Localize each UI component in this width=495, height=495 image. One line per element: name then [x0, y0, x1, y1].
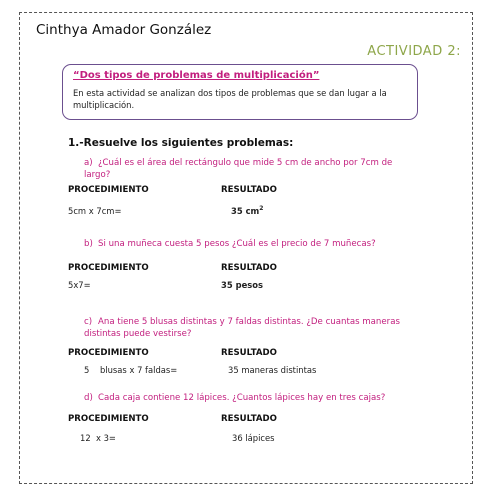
procedure-header-b: PROCEDIMIENTO	[68, 263, 149, 273]
question-c	[84, 316, 424, 340]
question-d	[84, 392, 414, 404]
result-c: 35 maneras distintas	[228, 365, 317, 375]
procedure-c: 5 blusas x 7 faldas=	[84, 365, 178, 375]
result-a-text: 35 cm	[231, 205, 260, 216]
result-header-c: RESULTADO	[221, 348, 277, 358]
result-a	[231, 205, 263, 216]
intro-title: “Dos tipos de problemas de multiplicación”	[73, 70, 320, 81]
question-text: Si una muñeca cuesta 5 pesos ¿Cuál es el precio de 7 muñecas?	[98, 239, 376, 249]
procedure-a: 5cm x 7cm=	[68, 206, 122, 216]
procedure-b: 5x7=	[68, 280, 91, 290]
result-header-a: RESULTADO	[221, 185, 277, 195]
author-name: Cinthya Amador González	[36, 22, 212, 38]
result-b: 35 pesos	[221, 280, 263, 290]
result-header-d: RESULTADO	[221, 414, 277, 424]
result-d: 36 lápices	[232, 433, 275, 443]
question-text: Cada caja contiene 12 lápices. ¿Cuantos lápices hay en tres cajas?	[98, 393, 386, 403]
procedure-header-a: PROCEDIMIENTO	[68, 185, 149, 195]
instruction-heading: 1.-Resuelve los siguientes problemas:	[68, 137, 294, 149]
question-a	[84, 157, 414, 181]
question-letter: c)	[84, 317, 93, 327]
question-letter: b)	[84, 239, 93, 249]
question-letter: a)	[84, 158, 93, 168]
procedure-header-c: PROCEDIMIENTO	[68, 348, 149, 358]
question-text: Ana tiene 5 blusas distintas y 7 faldas distintas. ¿De cuantas maneras distintas puede vestirse?	[84, 317, 400, 339]
question-text: ¿Cuál es el área del rectángulo que mide 5 cm de ancho por 7cm de largo?	[84, 158, 393, 180]
procedure-d: 12 x 3=	[80, 433, 116, 443]
intro-box	[62, 64, 418, 120]
result-header-b: RESULTADO	[221, 263, 277, 273]
procedure-header-d: PROCEDIMIENTO	[68, 414, 149, 424]
intro-text: En esta actividad se analizan dos tipos de problemas que se dan lugar a la multiplicación.	[73, 88, 387, 110]
activity-title: ACTIVIDAD 2:	[367, 44, 461, 59]
question-b	[84, 238, 414, 250]
result-a-exponent: 2	[259, 205, 264, 212]
question-letter: d)	[84, 393, 93, 403]
